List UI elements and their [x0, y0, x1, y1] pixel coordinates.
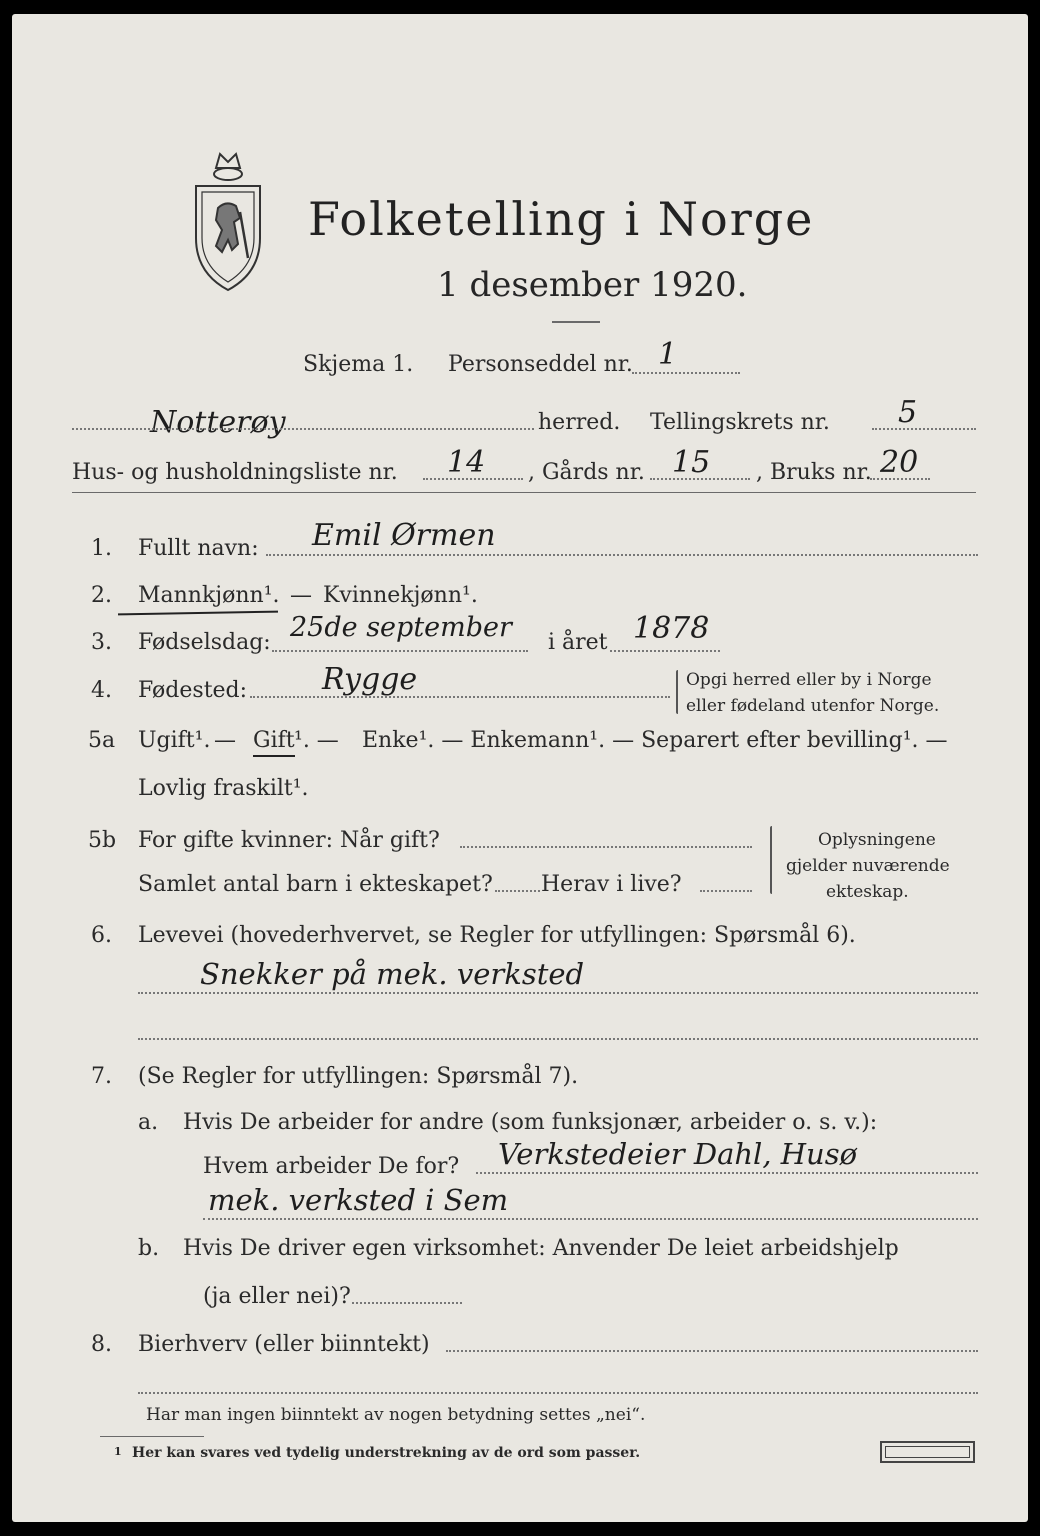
q5b-note-line3: ekteskap.	[826, 882, 909, 902]
q7-label: (Se Regler for utfyllingen: Spørsmål 7).	[138, 1064, 579, 1089]
gards-label: , Gårds nr.	[528, 460, 645, 485]
q7b-text: Hvis De driver egen virksomhet: Anvender De leiet arbeidshjelp	[183, 1236, 899, 1261]
q1-label: Fullt navn:	[138, 536, 259, 561]
q3-aret-label: i året	[548, 630, 608, 655]
form-title: Folketelling i Norge	[308, 192, 815, 246]
q7a-text: Hvis De arbeider for andre (som funksjonær, arbeider o. s. v.):	[183, 1110, 878, 1135]
q7a-employer-value-line1: Verkstedeier Dahl, Husø	[498, 1137, 858, 1171]
q4-dotted-line	[250, 696, 670, 698]
q4-birthplace-value: Rygge	[322, 662, 418, 697]
personseddel-label: Personseddel nr.	[448, 352, 633, 377]
q5b-herav-dotted-line	[700, 890, 752, 892]
q5b-naar-gift-dotted-line	[460, 846, 752, 848]
q5a-gift-tail: ¹. —	[294, 728, 339, 753]
q4-note-line1: Opgi herred eller by i Norge	[686, 670, 932, 690]
q1-dotted-line	[266, 554, 978, 556]
q2-kvinne: Kvinnekjønn¹.	[323, 583, 478, 608]
q4-number: 4.	[91, 678, 112, 703]
q6-dotted-line-2	[138, 1038, 978, 1040]
q5b-note-bracket	[770, 826, 772, 894]
footnote-text: Her kan svares ved tydelig understrekning av de ord som passer.	[132, 1445, 641, 1461]
q5b-note-line1: Oplysningene	[818, 830, 936, 850]
norwegian-coat-of-arms-icon	[188, 148, 268, 298]
q1-number: 1.	[91, 536, 112, 561]
q6-dotted-line-1	[138, 992, 978, 994]
q2-mann: Mannkjønn¹.	[138, 583, 280, 608]
q7-number: 7.	[91, 1064, 112, 1089]
q5b-naar-gift: For gifte kvinner: Når gift?	[138, 828, 440, 853]
herred-dotted-line	[72, 428, 534, 430]
header-separator	[72, 492, 976, 493]
personseddel-dotted-line	[632, 372, 740, 374]
q5b-barn-dotted-line	[495, 890, 540, 892]
footnote-rule	[100, 1436, 204, 1437]
tellingskrets-dotted-line	[872, 428, 976, 430]
q5b-number: 5b	[88, 828, 117, 853]
q1-full-name-value: Emil Ørmen	[312, 518, 496, 553]
q6-number: 6.	[91, 923, 112, 948]
q7a-question: Hvem arbeider De for?	[203, 1154, 460, 1179]
hus-label: Hus- og husholdningsliste nr.	[72, 460, 398, 485]
q6-occupation-value: Snekker på mek. verksted	[200, 957, 585, 991]
q7b-letter: b.	[138, 1236, 160, 1261]
q4-label: Fødested:	[138, 678, 248, 703]
title-divider	[552, 321, 600, 323]
footnote-mark: 1	[114, 1445, 122, 1458]
q8-number: 8.	[91, 1332, 112, 1357]
gards-dotted-line	[650, 478, 750, 480]
q3-label: Fødselsdag:	[138, 630, 271, 655]
q5a-number: 5a	[88, 728, 116, 753]
q8-label: Bierhverv (eller biinntekt)	[138, 1332, 430, 1357]
q7b-question: (ja eller nei)?	[203, 1284, 351, 1309]
bruks-label: , Bruks nr.	[756, 460, 872, 485]
skjema-label: Skjema 1.	[303, 352, 414, 377]
q4-note-line2: eller fødeland utenfor Norge.	[686, 696, 940, 716]
q7b-dotted-line	[352, 1302, 462, 1304]
q6-label: Levevei (hovederhvervet, se Regler for utfyllingen: Spørsmål 6).	[138, 923, 856, 948]
q5a-gift-underlined: Gift	[253, 730, 295, 757]
census-date: 1 desember 1920.	[437, 265, 748, 305]
q5a-dash: —	[214, 728, 236, 753]
q4-note-bracket	[676, 670, 678, 714]
hus-dotted-line	[423, 478, 523, 480]
q7a-dotted-line-2	[203, 1218, 978, 1220]
gards-value: 15	[672, 445, 711, 480]
q5b-herav-label: Herav i live?	[541, 872, 682, 897]
q7a-dotted-line-1	[476, 1172, 978, 1174]
q5a-other-options: Enke¹. — Enkemann¹. — Separert efter bevilling¹. —	[362, 728, 948, 753]
q7a-employer-value-line2: mek. verksted i Sem	[208, 1183, 509, 1217]
hus-value: 14	[447, 445, 486, 480]
q3-number: 3.	[91, 630, 112, 655]
tellingskrets-label: Tellingskrets nr.	[650, 410, 830, 435]
q3-year-dotted-line	[610, 650, 720, 652]
herred-label: herred.	[538, 410, 621, 435]
bruks-dotted-line	[870, 478, 930, 480]
q7a-letter: a.	[138, 1110, 159, 1135]
q5a-ugift: Ugift¹.	[138, 728, 211, 753]
q8-dotted-line-2	[138, 1392, 978, 1394]
q5a-lovlig-fraskilt: Lovlig fraskilt¹.	[138, 776, 309, 801]
q5b-note-line2: gjelder nuværende	[786, 856, 950, 876]
q3-year-value: 1878	[633, 611, 710, 646]
q3-dotted-line	[272, 650, 528, 652]
bruks-value: 20	[880, 445, 919, 480]
personseddel-value: 1	[658, 337, 678, 372]
tellingskrets-value: 5	[898, 395, 918, 430]
printer-stamp	[880, 1441, 975, 1463]
q2-number: 2.	[91, 583, 112, 608]
q2-dash: —	[290, 583, 312, 608]
biinntekt-note: Har man ingen biinntekt av nogen betydning settes „nei“.	[146, 1405, 646, 1425]
q5b-barn-label: Samlet antal barn i ekteskapet?	[138, 872, 493, 897]
herred-value: Notterøy	[150, 405, 286, 440]
q3-birthdate-value: 25de september	[290, 612, 512, 643]
q8-dotted-line-1	[446, 1350, 978, 1352]
